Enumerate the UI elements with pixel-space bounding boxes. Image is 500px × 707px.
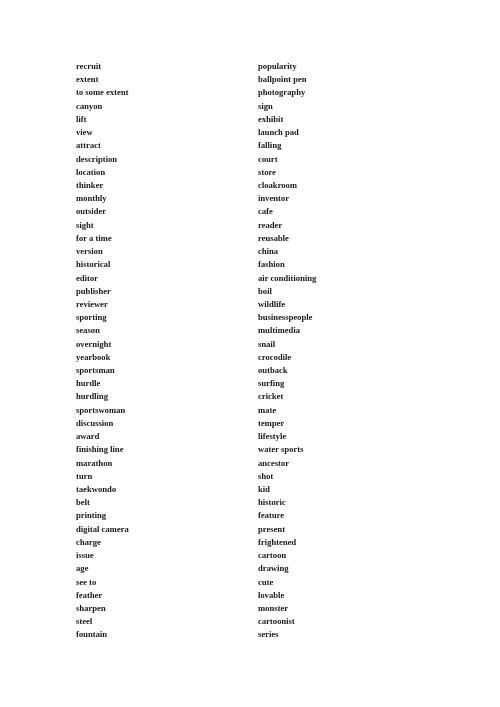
vocabulary-word: belt <box>76 497 90 508</box>
vocabulary-word: award <box>76 431 100 442</box>
vocabulary-word: temper <box>258 417 285 428</box>
vocabulary-word: cafe <box>258 206 273 217</box>
vocabulary-word: cartoon <box>258 550 287 561</box>
vocabulary-word: crocodile <box>258 351 292 362</box>
vocabulary-word: to some extent <box>76 87 129 98</box>
vocabulary-word: air conditioning <box>258 272 317 283</box>
vocabulary-word: sharpen <box>76 602 106 613</box>
vocabulary-word: outback <box>258 365 288 376</box>
vocabulary-word: thinker <box>76 179 104 190</box>
vocabulary-word: fashion <box>258 259 285 270</box>
vocabulary-word: ballpoint pen <box>258 74 307 85</box>
vocabulary-word: china <box>258 246 279 257</box>
vocabulary-word: issue <box>76 550 94 561</box>
vocabulary-word: snail <box>258 338 276 349</box>
vocabulary-word: sign <box>258 100 273 111</box>
vocabulary-word: popularity <box>258 61 297 71</box>
vocabulary-word: taekwondo <box>76 484 117 494</box>
vocabulary-word: inventor <box>258 193 290 204</box>
vocabulary-word: sight <box>76 219 94 230</box>
vocabulary-word: lifestyle <box>258 431 287 442</box>
vocabulary-word: sportswoman <box>76 404 126 415</box>
vocabulary-word: lovable <box>258 589 285 600</box>
vocabulary-word: canyon <box>76 100 103 111</box>
vocabulary-word: cloakroom <box>258 179 297 190</box>
vocabulary-word: hurdle <box>76 378 101 389</box>
vocabulary-word: reader <box>258 219 283 230</box>
vocabulary-word: yearbook <box>76 351 111 362</box>
vocabulary-word: sportsman <box>76 365 115 376</box>
vocabulary-word: overnight <box>76 338 112 349</box>
vocabulary-word: monthly <box>76 193 107 204</box>
vocabulary-word: feather <box>76 589 103 600</box>
vocabulary-word: extent <box>76 74 99 85</box>
vocabulary-word: recruit <box>76 61 102 71</box>
vocabulary-word: steel <box>76 616 93 627</box>
vocabulary-word: digital camera <box>76 523 129 534</box>
vocabulary-word: mate <box>258 404 277 415</box>
vocabulary-word: fountain <box>76 629 108 640</box>
vocabulary-word: discussion <box>76 417 114 428</box>
vocabulary-word: cute <box>258 576 274 587</box>
vocabulary-word: launch pad <box>258 127 299 138</box>
vocabulary-word: present <box>258 523 286 534</box>
vocabulary-word: version <box>76 246 103 257</box>
vocabulary-word: reviewer <box>76 298 108 309</box>
vocabulary-word: season <box>76 325 100 336</box>
vocabulary-word: attract <box>76 140 101 151</box>
vocabulary-word: water sports <box>258 444 304 455</box>
vocabulary-word: feature <box>258 510 285 521</box>
vocabulary-word: kid <box>258 484 270 494</box>
vocabulary-word: multimedia <box>258 325 301 336</box>
vocabulary-word: ancestor <box>258 457 290 468</box>
vocabulary-word: series <box>258 629 279 640</box>
vocabulary-word: view <box>76 127 93 138</box>
vocabulary-word: wildlife <box>258 298 286 309</box>
vocabulary-word: charge <box>76 536 101 547</box>
vocabulary-word: boil <box>258 285 272 296</box>
vocabulary-word: falling <box>258 140 282 151</box>
vocabulary-word: description <box>76 153 118 164</box>
vocabulary-word: cartoonist <box>258 616 295 627</box>
vocabulary-word: editor <box>76 272 98 283</box>
vocabulary-word: sporting <box>76 312 107 323</box>
vocabulary-word: exhibit <box>258 113 284 124</box>
vocabulary-word: photography <box>258 87 306 98</box>
vocabulary-word: publisher <box>76 285 111 296</box>
vocabulary-word: court <box>258 153 278 164</box>
vocabulary-word: historical <box>76 259 111 270</box>
vocabulary-word: age <box>76 563 89 574</box>
vocabulary-word: location <box>76 166 106 177</box>
vocabulary-word: cricket <box>258 391 284 402</box>
vocabulary-word: finishing line <box>76 444 124 455</box>
vocabulary-word: outsider <box>76 206 107 217</box>
vocabulary-word: for a time <box>76 232 112 243</box>
vocabulary-word: lift <box>76 113 87 124</box>
left-word-column <box>76 60 246 642</box>
vocabulary-word: hurdling <box>76 391 109 402</box>
vocabulary-word: monster <box>258 602 289 613</box>
vocabulary-word: frightened <box>258 536 297 547</box>
vocabulary-word: businesspeople <box>258 312 313 323</box>
vocabulary-word: reusable <box>258 232 289 243</box>
vocabulary-word: surfing <box>258 378 285 389</box>
right-word-column <box>258 60 458 642</box>
vocabulary-word: turn <box>76 470 93 481</box>
vocabulary-word: shot <box>258 470 274 481</box>
vocabulary-word: store <box>258 166 276 177</box>
vocabulary-word: marathon <box>76 457 113 468</box>
vocabulary-word: printing <box>76 510 107 521</box>
vocabulary-word: see to <box>76 576 97 587</box>
vocabulary-word: historic <box>258 497 286 508</box>
vocabulary-word: drawing <box>258 563 289 574</box>
